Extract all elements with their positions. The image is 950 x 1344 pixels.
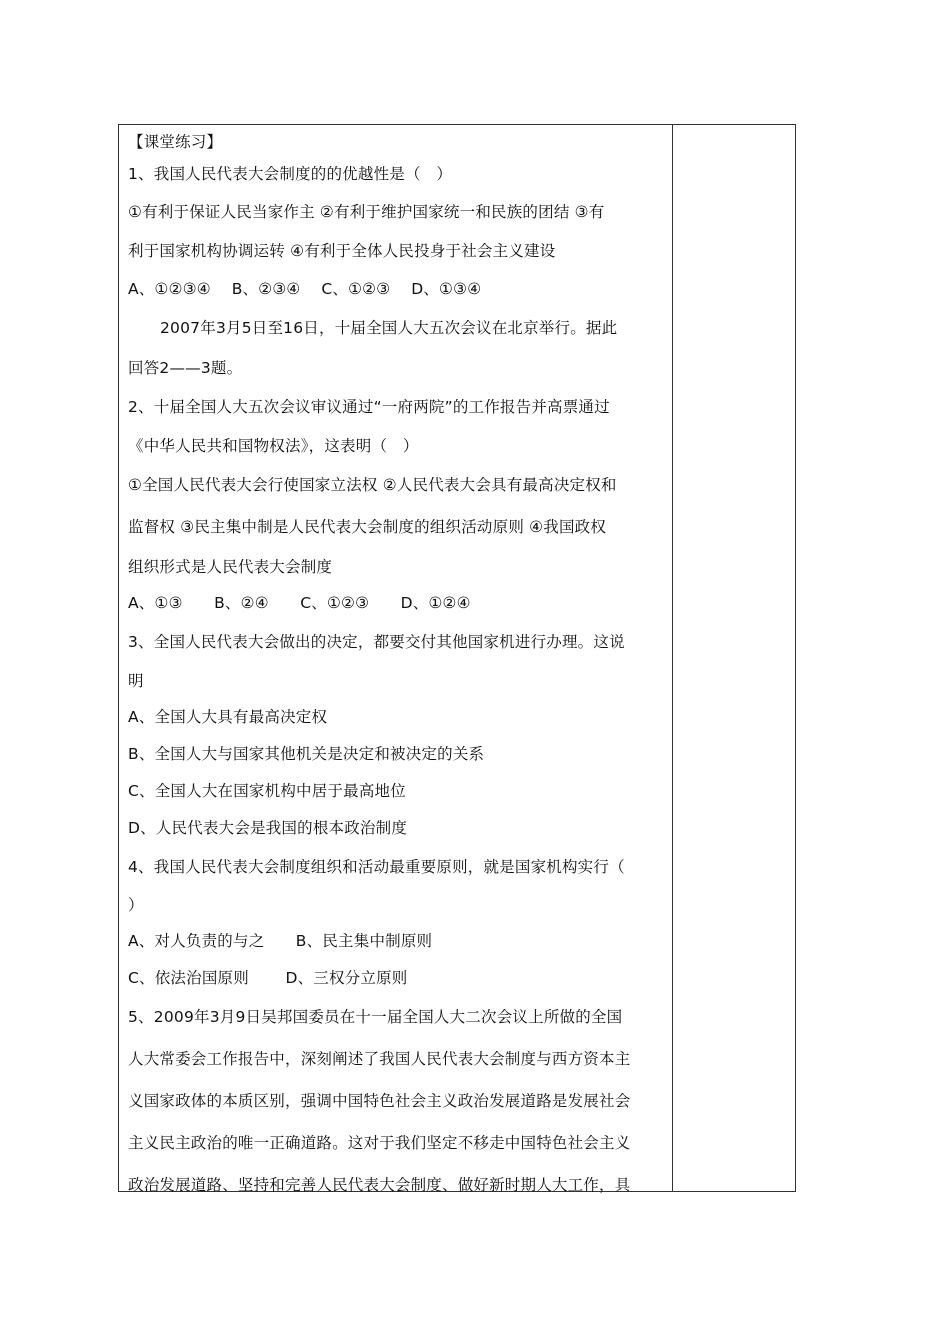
context-line-2: 回答2——3题。 — [128, 359, 243, 377]
q5-stem-line-2: 人大常委会工作报告中，深刻阐述了我国人民代表大会制度与西方资本主 — [128, 1050, 631, 1068]
q2-options-line-3: 组织形式是人民代表大会制度 — [128, 558, 333, 576]
q2-options-line-2: 监督权 ③民主集中制是人民代表大会制度的组织活动原则 ④我国政权 — [128, 518, 607, 536]
q2-stem-line-2: 《中华人民共和国物权法》，这表明（ ） — [128, 437, 419, 455]
q1-choices: A、①②③④ B、②③④ C、①②③ D、①③④ — [128, 280, 482, 298]
q2-choices: A、①③ B、②④ C、①②③ D、①②④ — [128, 594, 471, 612]
q5-stem-line-5: 政治发展道路、坚持和完善人民代表大会制度、做好新时期人大工作，具 — [128, 1176, 631, 1194]
q5-stem-line-4: 主义民主政治的唯一正确道路。这对于我们坚定不移走中国特色社会主义 — [128, 1134, 631, 1152]
q3-choice-d: D、人民代表大会是我国的根本政治制度 — [128, 819, 408, 837]
q3-choice-b: B、全国人大与国家其他机关是决定和被决定的关系 — [128, 745, 485, 763]
section-title: 【课堂练习】 — [128, 133, 223, 151]
worksheet-table — [118, 124, 796, 1192]
q4-stem-line-1: 4、我国人民代表大会制度组织和活动最重要原则，就是国家机构实行（ — [128, 858, 625, 876]
q1-options-line-2: 利于国家机构协调运转 ④有利于全体人民投身于社会主义建设 — [128, 242, 556, 260]
q3-choice-a: A、全国人大具有最高决定权 — [128, 708, 328, 726]
exercise-cell — [119, 125, 673, 1194]
notes-cell — [673, 125, 795, 1191]
q3-stem-line-1: 3、全国人民代表大会做出的决定，都要交付其他国家机进行办理。这说 — [128, 633, 625, 651]
q2-stem-line-1: 2、十届全国人大五次会议审议通过“一府两院”的工作报告并高票通过 — [128, 398, 610, 416]
q4-choices-line-1: A、对人负责的与之 B、民主集中制原则 — [128, 932, 433, 950]
q5-stem-line-1: 5、2009年3月9日吴邦国委员在十一届全国人大二次会议上所做的全国 — [128, 1008, 623, 1026]
q1-options-line-1: ①有利于保证人民当家作主 ②有利于维护国家统一和民族的团结 ③有 — [128, 203, 605, 221]
q4-choices-line-2: C、依法治国原则 D、三权分立原则 — [128, 969, 408, 987]
context-line-1: 2007年3月5日至16日，十届全国人大五次会议在北京举行。据此 — [160, 319, 618, 337]
q2-options-line-1: ①全国人民代表大会行使国家立法权 ②人民代表大会具有最高决定权和 — [128, 476, 617, 494]
q1-stem: 1、我国人民代表大会制度的的优越性是（ ） — [128, 165, 453, 183]
q4-stem-line-2: ） — [128, 896, 144, 914]
q3-stem-line-2: 明 — [128, 672, 144, 690]
q3-choice-c: C、全国人大在国家机构中居于最高地位 — [128, 782, 406, 800]
q5-stem-line-3: 义国家政体的本质区别，强调中国特色社会主义政治发展道路是发展社会 — [128, 1092, 631, 1110]
